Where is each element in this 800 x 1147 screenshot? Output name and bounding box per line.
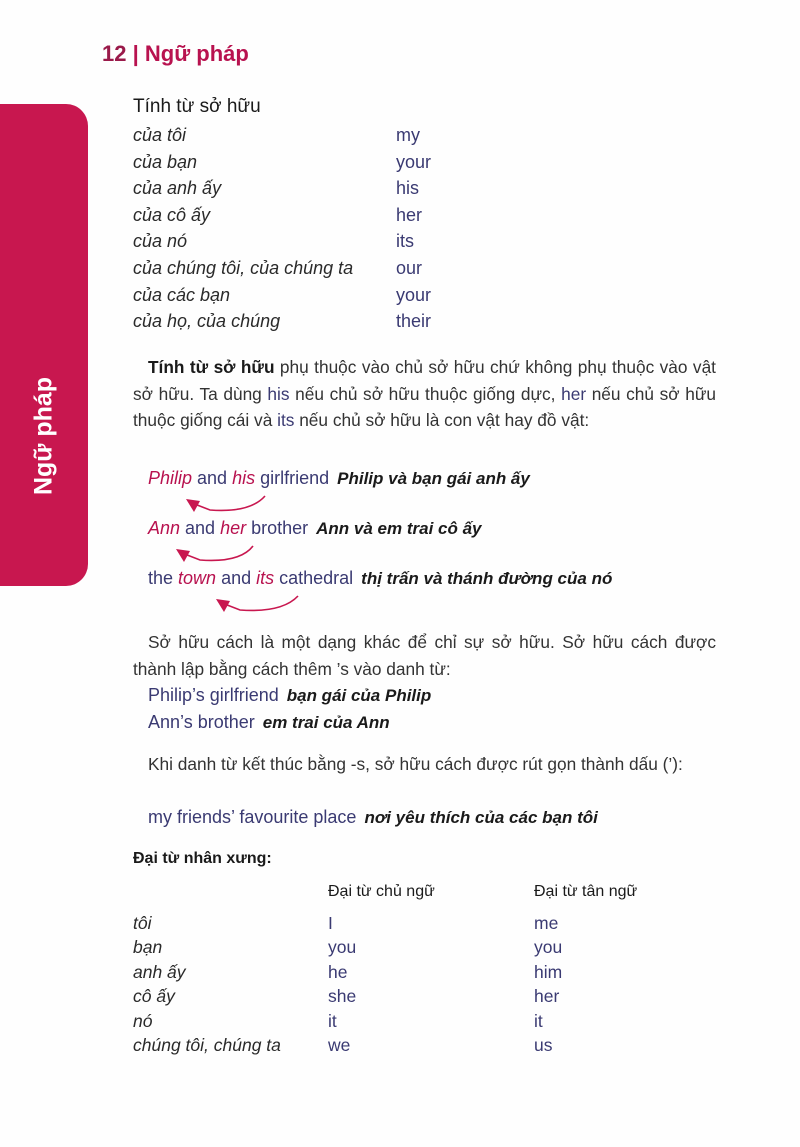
- owner-word: Philip: [148, 468, 193, 488]
- english-term: our: [396, 258, 423, 278]
- vietnamese-term: tôi: [133, 913, 152, 933]
- vietnamese-term: chúng tôi, chúng ta: [133, 1035, 281, 1055]
- paragraph-plural-possessive: Khi danh từ kết thúc bằng -s, sở hữu cách được rút gọn thành dấu (’):: [148, 754, 683, 774]
- term-her: her: [561, 383, 587, 404]
- english-term: your: [396, 151, 432, 172]
- english-term: their: [396, 311, 432, 332]
- reference-arrow-icon: [190, 593, 310, 619]
- table-row: [133, 125, 420, 151]
- translation: Philip và bạn gái anh ấy: [337, 469, 530, 488]
- vietnamese-term: của tôi: [133, 125, 187, 145]
- example-philip: [148, 468, 530, 489]
- table-row: [133, 284, 432, 311]
- translation: bạn gái của Philip: [286, 686, 432, 705]
- table-row: [133, 151, 432, 178]
- object-pronoun: you: [534, 937, 563, 958]
- vietnamese-term: anh ấy: [133, 961, 186, 982]
- table-row: [133, 178, 420, 204]
- vietnamese-term: nó: [133, 1010, 153, 1031]
- possessive-word: his: [232, 468, 256, 488]
- reference-arrow-icon: [160, 543, 270, 569]
- possessive-adjectives-heading: Tính từ sở hữu: [133, 96, 261, 117]
- table-row: [133, 961, 563, 986]
- example-philips-girlfriend: [148, 685, 431, 706]
- subject-pronoun: I: [328, 913, 333, 933]
- vietnamese-term: của nó: [133, 231, 188, 252]
- table-row: [133, 204, 423, 231]
- translation: thị trấn và thánh đường của nó: [361, 569, 613, 588]
- table-row: [133, 986, 560, 1010]
- side-tab-label: Ngữ pháp: [29, 376, 58, 496]
- text: nếu chủ sở hữu thuộc giống cái và: [133, 383, 717, 430]
- text: and: [216, 568, 257, 588]
- object-pronoun: me: [534, 913, 559, 933]
- translation: Ann và em trai cô ấy: [316, 519, 482, 538]
- text: and: [180, 518, 221, 538]
- translation: nơi yêu thích của các bạn tôi: [364, 808, 598, 827]
- text: cathedral: [274, 568, 354, 588]
- english: Philip’s girlfriend: [148, 685, 279, 705]
- english: my friends’ favourite place: [148, 807, 357, 827]
- vietnamese-term: của bạn: [133, 151, 198, 172]
- text: nếu chủ sở hữu thuộc giống dực,: [289, 383, 562, 404]
- paragraph-possessive-adjectives: [133, 354, 716, 434]
- table-row: [133, 1010, 543, 1035]
- english-term: your: [396, 284, 432, 305]
- header-separator: |: [132, 41, 139, 66]
- english-term: her: [396, 204, 423, 225]
- vietnamese-term: bạn: [133, 937, 163, 958]
- example-ann: [148, 518, 481, 539]
- reference-arrow-icon: [170, 493, 280, 519]
- english-term: his: [396, 178, 420, 199]
- english-term: my: [396, 125, 420, 145]
- object-pronoun: him: [534, 961, 563, 982]
- object-pronoun: her: [534, 986, 560, 1007]
- paragraph-possessive-case: Sở hữu cách là một dạng khác để chỉ sự sở hữu. Sở hữu cách được thành lập bằng cách thêm ’s vào danh từ:: [133, 632, 716, 679]
- translation: em trai của Ann: [262, 713, 390, 732]
- page-header: [102, 41, 249, 67]
- personal-pronouns-heading: Đại từ nhân xưng:: [133, 850, 272, 867]
- example-anns-brother: [148, 712, 390, 733]
- vietnamese-term: của cô ấy: [133, 204, 211, 225]
- possessive-word: its: [256, 568, 275, 588]
- vietnamese-term: của các bạn: [133, 284, 231, 305]
- vietnamese-term: của anh ấy: [133, 178, 222, 199]
- owner-word: Ann: [148, 518, 181, 538]
- table-row: [133, 258, 423, 284]
- table-row: [133, 937, 563, 961]
- column-header-subject: Đại từ chủ ngữ: [328, 883, 435, 900]
- text: the: [148, 568, 179, 588]
- text: phụ thuộc vào chủ sở hữu chứ không phụ thuộc vào vật sở hữu. Ta dùng: [133, 357, 716, 404]
- side-section-tab: [0, 104, 88, 586]
- object-pronoun: us: [534, 1035, 553, 1055]
- vietnamese-term: của chúng tôi, của chúng ta: [133, 258, 354, 278]
- text: brother: [246, 518, 309, 538]
- term-its: its: [277, 410, 295, 430]
- subject-pronoun: we: [328, 1035, 351, 1055]
- chapter-title: Ngữ pháp: [144, 41, 249, 66]
- english: Ann’s brother: [148, 712, 255, 732]
- bold-term: Tính từ sở hữu: [148, 357, 275, 377]
- table-row: [133, 1035, 553, 1059]
- example-friends-place: [148, 807, 598, 828]
- subject-pronoun: she: [328, 986, 357, 1007]
- page-number: 12: [102, 41, 127, 66]
- table-row: [133, 231, 414, 257]
- possessive-word: her: [220, 518, 247, 538]
- text: nếu chủ sở hữu là con vật hay đồ vật:: [294, 410, 590, 430]
- owner-word: town: [178, 568, 217, 588]
- vietnamese-term: của họ, của chúng: [133, 311, 281, 332]
- object-pronoun: it: [534, 1010, 543, 1031]
- english-term: its: [396, 231, 414, 252]
- subject-pronoun: he: [328, 961, 348, 982]
- text: and: [192, 468, 233, 488]
- table-row: [133, 913, 559, 937]
- term-his: his: [267, 383, 290, 404]
- text: girlfriend: [255, 468, 330, 488]
- subject-pronoun: you: [328, 937, 357, 958]
- table-row: [133, 311, 432, 337]
- column-header-object: Đại từ tân ngữ: [534, 883, 638, 900]
- vietnamese-term: cô ấy: [133, 986, 175, 1007]
- subject-pronoun: it: [328, 1010, 337, 1031]
- example-town: [148, 568, 612, 589]
